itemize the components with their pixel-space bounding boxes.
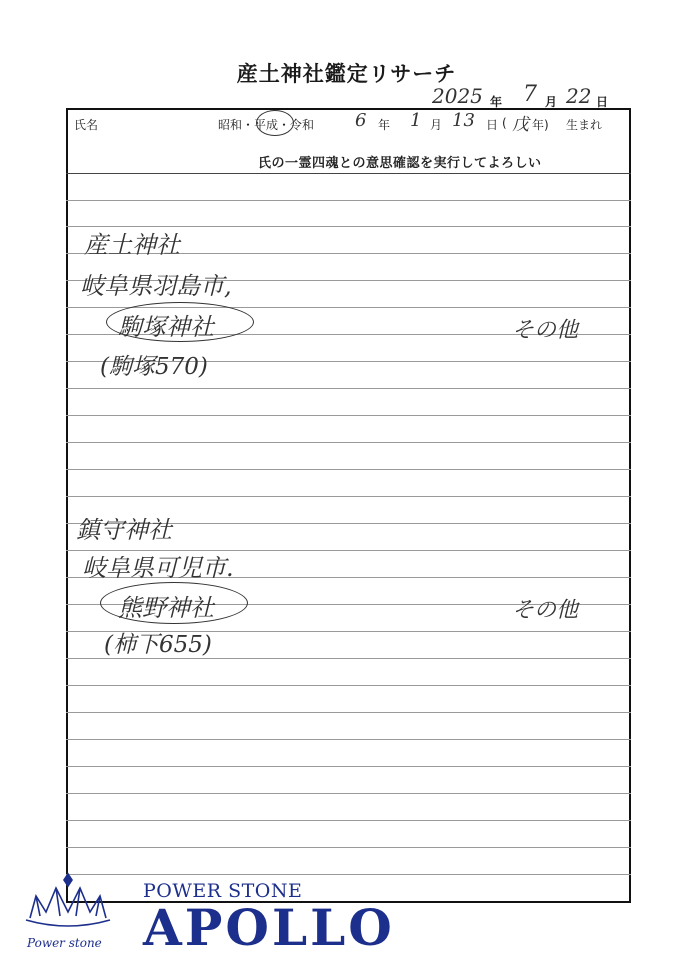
entry-category: その他	[512, 598, 579, 623]
zodiac-unit: 年)	[532, 118, 549, 132]
birth-month: 1	[410, 110, 422, 131]
birth-day-unit: 日	[486, 118, 499, 132]
birth-day: 13	[452, 110, 475, 131]
era-selected-circle	[256, 110, 294, 136]
zodiac-year: 戊	[512, 115, 529, 135]
entry-category: その他	[512, 318, 579, 343]
rule-line	[66, 766, 631, 767]
crown-logo	[18, 872, 118, 938]
rule-line	[66, 874, 631, 875]
date-day-unit: 日	[596, 95, 609, 109]
crown-caption: Power stone	[27, 936, 102, 950]
date-day: 22	[566, 84, 592, 108]
zodiac-open: (	[502, 116, 507, 130]
entry-heading: 鎮守神社	[76, 516, 172, 544]
rule-line	[66, 200, 631, 201]
brand-subtitle: POWER STONE	[143, 880, 303, 902]
birth-month-unit: 月	[430, 118, 443, 132]
rule-line	[66, 820, 631, 821]
rule-line	[66, 685, 631, 686]
brand-name: APOLLO	[143, 898, 395, 957]
rule-line	[66, 793, 631, 794]
entry-location: 岐阜県可児市.	[82, 554, 234, 582]
rule-line	[66, 415, 631, 416]
rule-line	[66, 173, 631, 174]
birth-year-unit: 年	[378, 118, 391, 132]
confirmation-text: 氏の一霊四魂との意思確認を実行してよろしい	[258, 156, 542, 171]
entry-shrine: 熊野神社	[118, 594, 214, 622]
rule-line	[66, 469, 631, 470]
entry-address: (駒塚570)	[100, 354, 208, 380]
page-title: 産土神社鑑定リサーチ	[236, 62, 457, 86]
entry-address: (柿下655)	[104, 632, 212, 658]
date-month-unit: 月	[545, 95, 558, 109]
birth-year: 6	[355, 110, 367, 131]
entry-location: 岐阜県羽島市,	[80, 272, 232, 300]
date-year-unit: 年	[490, 95, 503, 109]
rule-line	[66, 388, 631, 389]
entry-shrine: 駒塚神社	[118, 313, 214, 341]
rule-line	[66, 712, 631, 713]
rule-line	[66, 496, 631, 497]
rule-line	[66, 847, 631, 848]
date-year: 2025	[432, 84, 483, 108]
born-label: 生まれ	[566, 118, 603, 132]
era-options: 昭和・平成・令和	[218, 118, 315, 132]
name-label: 氏名	[74, 118, 99, 132]
rule-line	[66, 442, 631, 443]
date-month: 7	[523, 82, 537, 107]
entry-heading: 産土神社	[84, 231, 180, 259]
rule-line	[66, 739, 631, 740]
